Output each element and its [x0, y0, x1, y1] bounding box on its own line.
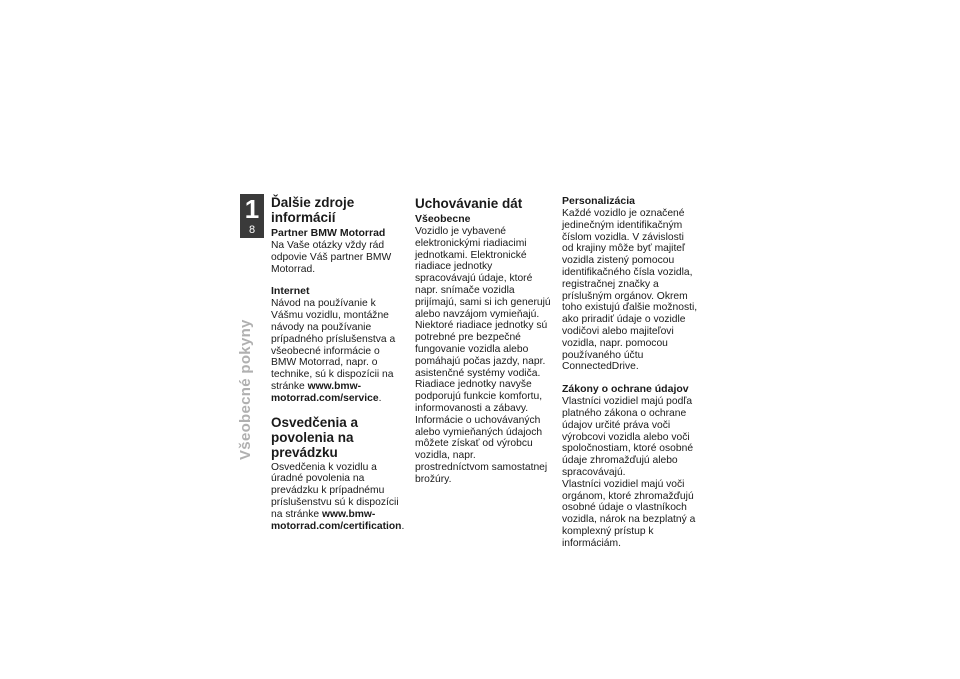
cert-end: . — [401, 520, 405, 532]
internet-end: . — [378, 392, 382, 404]
chapter-title-vertical: Všeobecné pokyny — [237, 319, 254, 460]
column-2 — [415, 195, 551, 486]
general-text: Vozidlo je vybavené elektronickými riadiacimi jednotkami. Elektronické riadiace jednotky spracovávajú údaje, ktoré napr. snímače vozidla prijímajú, sami si ich generujú alebo navzájom vymieňajú. Niektoré riadiace jednotky sú potrebné pre bezpečné fungovanie vozidla alebo pomáhajú počas jazdy, napr. asistenčné systémy vodiča. Riadiace jednotky navyše podporujú funkcie komfortu, informovanosti a zábavy. — [415, 226, 551, 414]
page-number: 8 — [248, 224, 256, 236]
chapter-number: 1 — [244, 194, 260, 224]
subheading-data-protection-laws: Zákony o ochrane údajov — [562, 383, 689, 396]
cert-paragraph — [271, 462, 407, 533]
section-heading-data-storage: Uchovávanie dát — [415, 196, 523, 211]
cert-text: Osvedčenia k vozidlu a úradné povolenia na prevádzku k prípadnému príslušenstvu sú k dispozícii na stránke — [271, 461, 399, 520]
law-text-2: Vlastníci vozidiel majú voči orgánom, ktoré zhromažďujú osobné údaje o vlastníkoch vozidla, nárok na bezplatný a komplexný prístup k informáciám. — [562, 478, 696, 549]
subheading-personalization: Personalizácia — [562, 195, 635, 207]
certification-link[interactable]: www.bmw-motorrad.com/certification — [271, 508, 402, 532]
section-heading-certificates: Osvedčenia a povolenia na prevádzku — [271, 414, 359, 460]
partner-text: Na Vaše otázky vždy rád odpovie Váš partner BMW Motorrad. — [271, 240, 392, 275]
service-link[interactable]: www.bmw-motorrad.com/service — [271, 380, 379, 404]
column-1 — [271, 195, 407, 532]
general-text-2: Informácie o uchovávaných alebo vymieňaných údajoch môžete získať od výrobcu vozidla, napr. prostredníctvom samostatnej brožúry. — [415, 414, 548, 485]
subheading-general: Všeobecne — [415, 213, 471, 225]
subheading-partner: Partner BMW Motorrad — [271, 227, 386, 239]
column-3 — [562, 195, 698, 550]
internet-paragraph — [271, 298, 407, 404]
internet-text: Návod na používanie k Vášmu vozidlu, montážne návody na používanie prípadného príslušenstva a všeobecné informácie o BMW Motorrad, napr. o technike, sú k dispozícii na stránke — [271, 298, 396, 392]
subheading-internet: Internet — [271, 285, 310, 298]
section-heading-info-sources: Ďalšie zdroje informácií — [271, 195, 355, 225]
law-text: Vlastníci vozidiel majú podľa platného zákona o ochrane údajov určité práva voči výrobcovi vozidla alebo voči spoločnostiam, ktoré osobné údaje zhromažďujú alebo spracovávajú. — [562, 396, 694, 478]
personalization-text: Každé vozidlo je označené jedinečným identifikačným číslom vozidla. V závislosti od krajiny môže byť majiteľ vozidla zistený pomocou identifikačného čísla vozidla, registračnej značky a príslušným orgánov. Okrem toho existujú ďalšie možnosti, ako priradiť údaje o vozidle vodičovi alebo majiteľovi vozidla, napr. pomocou používaného účtu ConnectedDrive. — [562, 208, 698, 373]
